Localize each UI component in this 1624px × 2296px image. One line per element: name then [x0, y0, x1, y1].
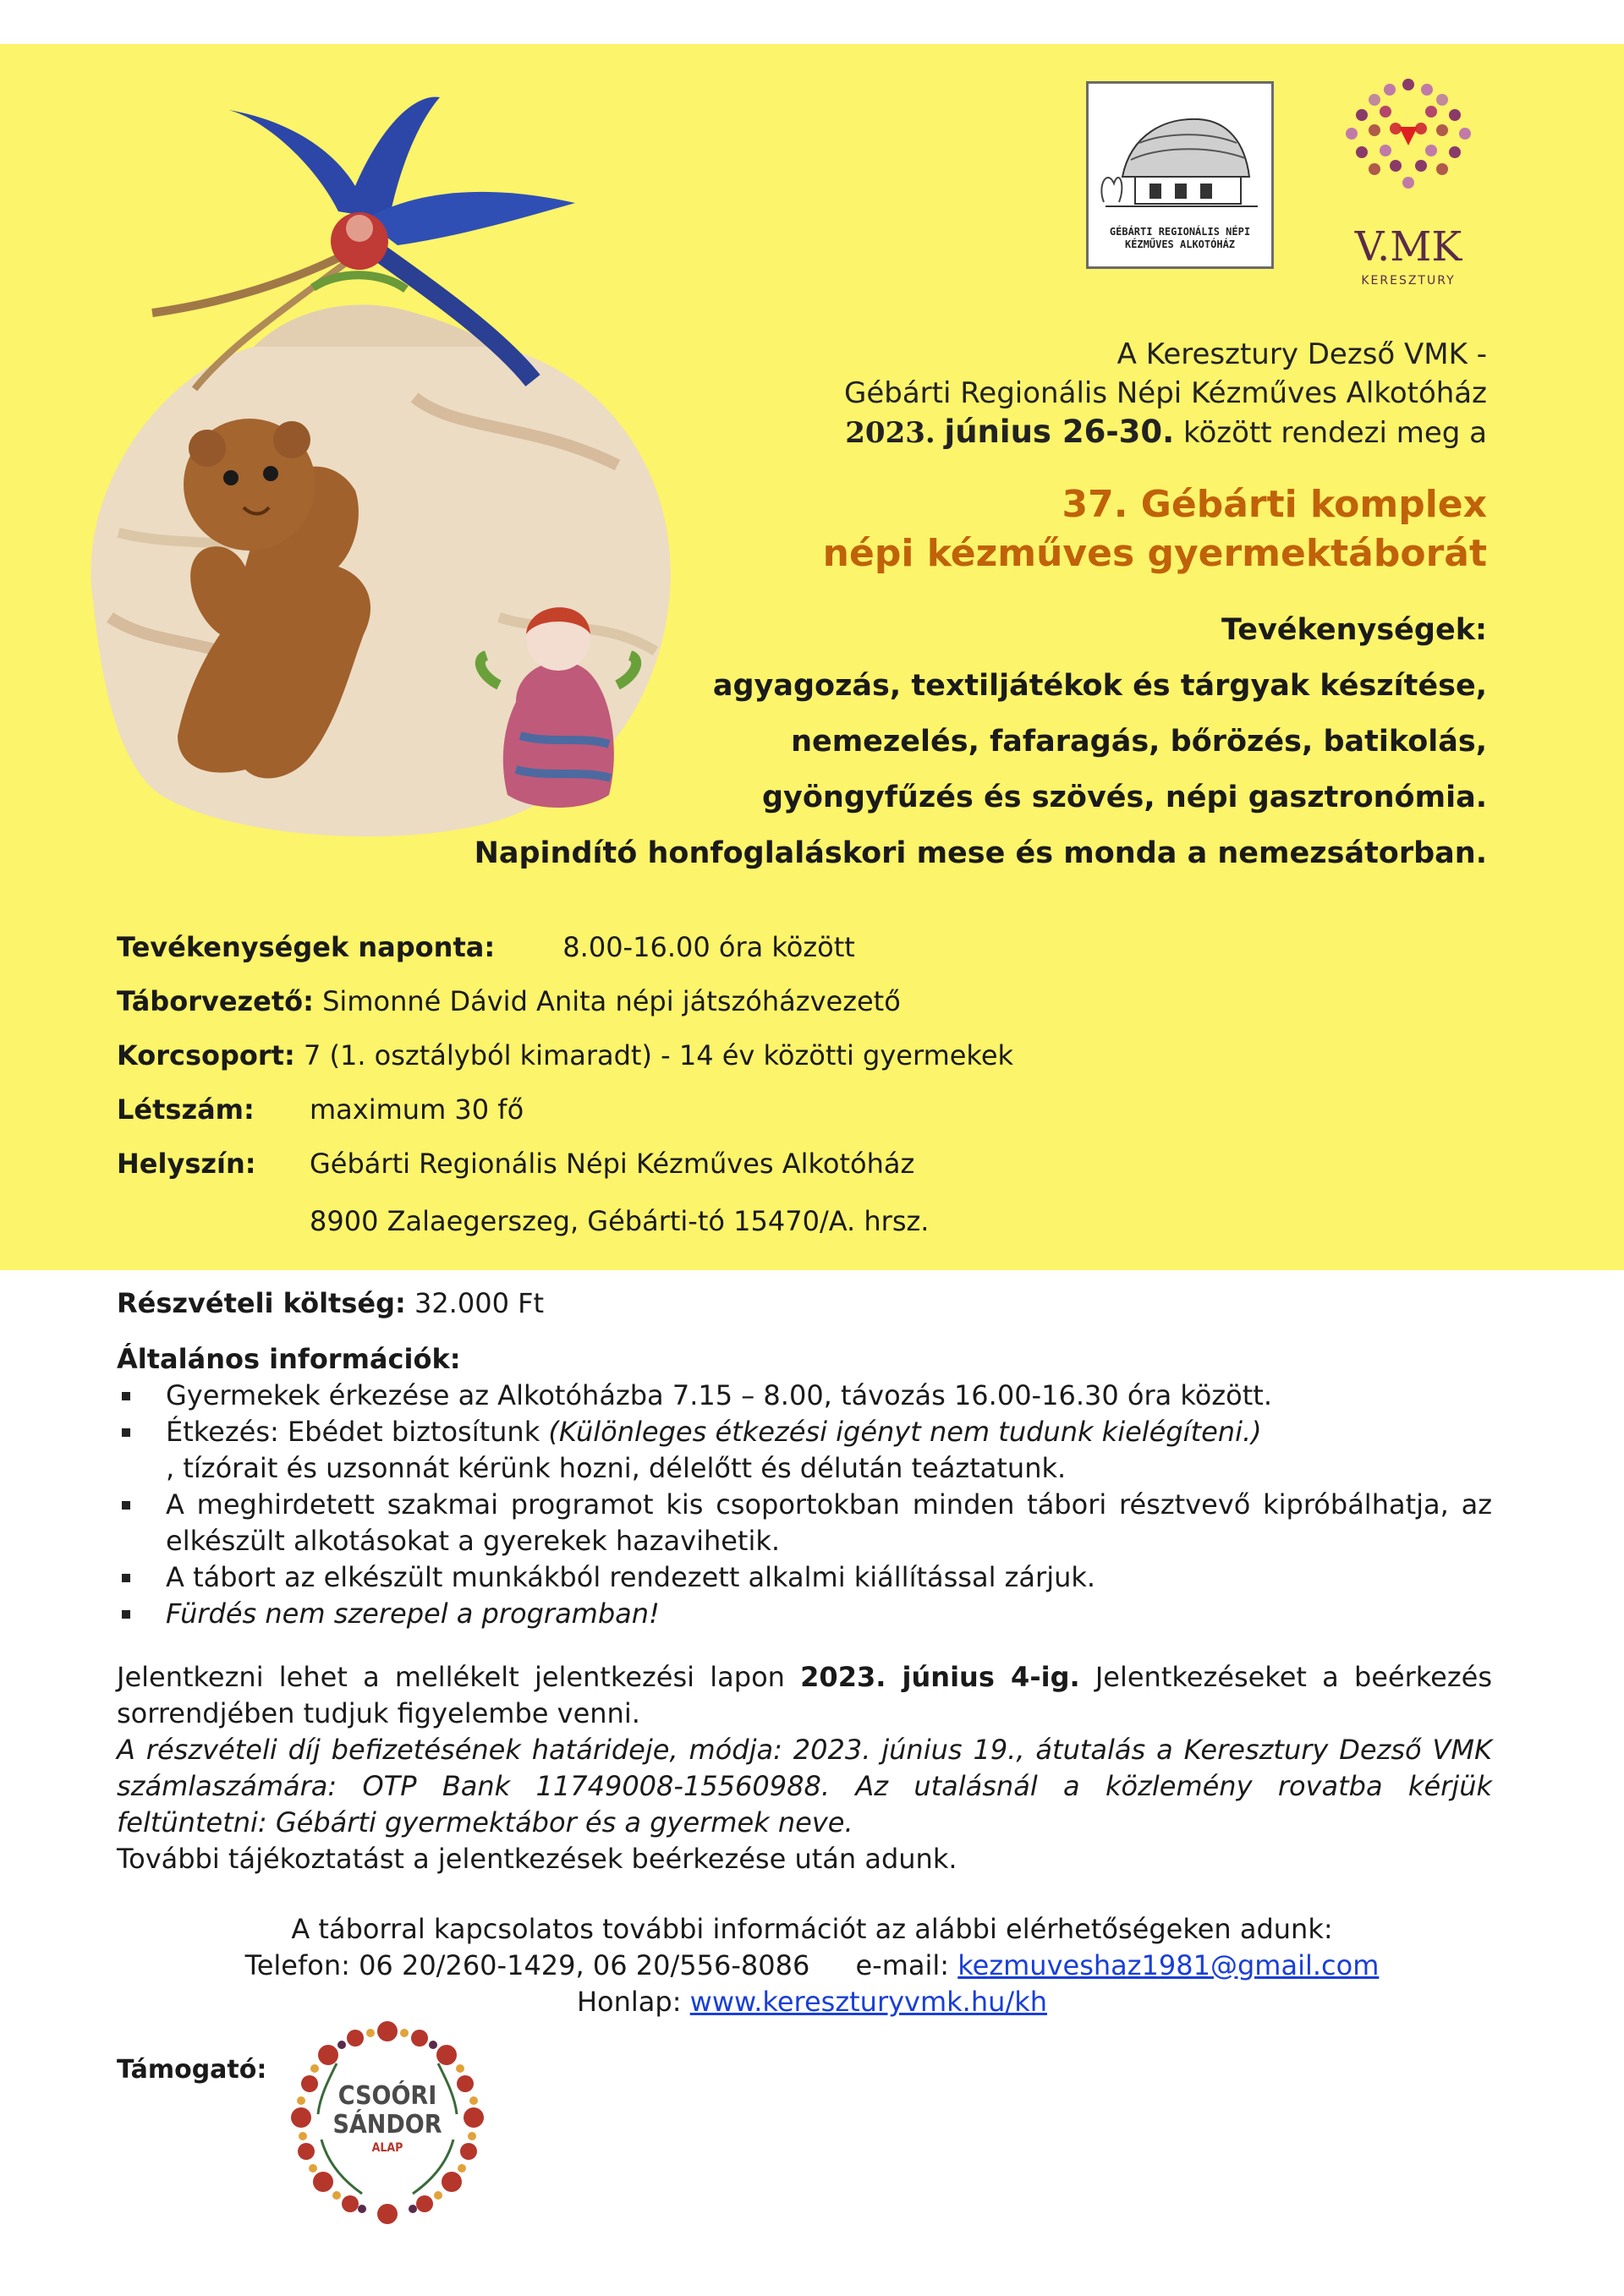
- alkotohaz-logo: [1086, 81, 1274, 269]
- vmk-caption: KERESZTURY: [1361, 274, 1456, 288]
- dots-emblem-icon: [1328, 74, 1489, 235]
- activities-line4: Napindító honfoglaláskori mese és monda a nemezsátorban.: [474, 836, 1487, 870]
- contact-web-label: Honlap:: [576, 1986, 682, 2018]
- daily-row: [117, 920, 855, 974]
- contact-phone-email: [0, 1948, 1624, 1984]
- cost-row: [117, 1285, 1492, 1322]
- contact-web: [0, 1984, 1624, 2020]
- general-item-4: A tábort az elkészült munkákból rendezett alkalmi kiállítással zárjuk.: [117, 1559, 1492, 1596]
- registration-p1-a: Jelentkezni lehet a mellékelt jelentkezési lapon: [117, 1661, 801, 1693]
- general-item-3: A meghirdetett szakmai programot kis csoportokban minden tábori résztvevő kipróbálhatja, az elkészült alkotásokat a gyerekek hazavihetik.: [117, 1487, 1492, 1559]
- thatched-house-icon: [1089, 84, 1271, 219]
- count-row: [117, 1082, 255, 1137]
- contact-email-label: e-mail:: [855, 1949, 950, 1981]
- registration-p2: A részvételi díj befizetésének határideje, módja: 2023. június 19., átutalás a Keresztury Dezső VMK számlaszámára: OTP Bank 11749008-15560988. Az utalásnál a közlemény rovatba kérjük feltüntetni: Gébárti gyermektábor és a gyermek neve.: [117, 1734, 1492, 1838]
- cost-label: Részvételi költség:: [117, 1287, 406, 1319]
- general-item-2-a: Étkezés: Ebédet biztosítunk: [166, 1416, 549, 1448]
- count-label: Létszám:: [117, 1093, 255, 1126]
- age-label: Korcsoport:: [117, 1039, 295, 1071]
- general-item-5: Fürdés nem szerepel a programban!: [117, 1596, 1492, 1632]
- leader-value: Simonné Dávid Anita népi játszóházvezető: [322, 985, 901, 1017]
- age-value: 7 (1. osztályból kimaradt) - 14 év közötti gyermekek: [303, 1039, 1014, 1071]
- registration: [117, 1659, 1492, 1877]
- title-line2: népi kézműves gyermektáborát: [822, 532, 1487, 575]
- general-heading: Általános információk:: [117, 1343, 461, 1375]
- header-line3-rest: között rendezi meg a: [1183, 416, 1487, 450]
- header-line3: [845, 414, 1487, 451]
- daily-label: Tevékenységek naponta:: [117, 931, 496, 963]
- title-line1: 37. Gébárti komplex: [1062, 483, 1487, 526]
- sponsor-logo-line3: ALAP: [371, 2141, 403, 2155]
- activities-heading: Tevékenységek:: [1221, 613, 1487, 647]
- sponsor-label: Támogató:: [117, 2055, 267, 2085]
- count-value: maximum 30 fő: [310, 1093, 524, 1126]
- general-item-2-italic: (Különleges étkezési igényt nem tudunk kielégíteni.): [548, 1416, 1262, 1448]
- contact-email-link[interactable]: kezmuveshaz1981@gmail.com: [957, 1949, 1380, 1981]
- sponsor-logo-line2: SÁNDOR: [332, 2110, 442, 2140]
- felt-toys-photo: [59, 93, 702, 854]
- venue-label: Helyszín:: [117, 1148, 256, 1180]
- registration-p3: További tájékoztatást a jelentkezések beérkezése után adunk.: [117, 1843, 957, 1875]
- leader-label: Táborvezető:: [117, 985, 314, 1017]
- registration-deadline: 2023. június 4-ig.: [800, 1661, 1080, 1693]
- general-item-2: [117, 1414, 1492, 1487]
- header-dates: június 26-30.: [944, 414, 1175, 450]
- cost-value: 32.000 Ft: [414, 1287, 545, 1319]
- header-year: 2023.: [845, 416, 935, 450]
- venue-line1: Gébárti Regionális Népi Kézműves Alkotóház: [310, 1148, 915, 1180]
- alkotohaz-caption-line1: GÉBÁRTI REGIONÁLIS NÉPI: [1109, 226, 1251, 238]
- sponsor-logo-line1: CSOÓRI: [337, 2081, 437, 2111]
- contact-web-link[interactable]: www.kereszturyvmk.hu/kh: [689, 1986, 1047, 2018]
- header-line1: A Keresztury Dezső VMK -: [1116, 337, 1487, 371]
- age-row: [117, 1028, 1013, 1082]
- contact-intro: A táborral kapcsolatos további információt az alábbi elérhetőségeken adunk:: [291, 1913, 1333, 1945]
- venue-row: [117, 1137, 256, 1191]
- leader-row: [117, 974, 901, 1028]
- general-item-1: Gyermekek érkezése az Alkotóházba 7.15 – 8.00, távozás 16.00-16.30 óra között.: [117, 1378, 1492, 1414]
- venue-line2: 8900 Zalaegerszeg, Gébárti-tó 15470/A. hrsz.: [310, 1205, 930, 1237]
- activities-line1: agyagozás, textiljátékok és tárgyak készítése,: [712, 669, 1487, 703]
- general-item-2-b: , tízórait és uzsonnát kérünk hozni, délelőtt és délután teáztatunk.: [166, 1452, 1067, 1484]
- general-info: [117, 1341, 1492, 1632]
- vmk-text: V.MK: [1354, 223, 1462, 271]
- contact-phone: Telefon: 06 20/260-1429, 06 20/556-8086: [244, 1949, 810, 1981]
- vmk-logo: [1328, 74, 1489, 294]
- activities-line2: nemezelés, fafaragás, bőrözés, batikolás,: [791, 725, 1487, 759]
- registration-p1-b: Jelentkezéseket a beérkezés sorrendjében tudjuk figyelembe venni.: [117, 1661, 1493, 1729]
- registration-p1: [117, 1659, 1492, 1732]
- activities-line3: gyöngyfűzés és szövés, népi gasztronómia.: [762, 781, 1487, 814]
- daily-value: 8.00-16.00 óra között: [562, 931, 855, 963]
- alkotohaz-caption-line2: KÉZMŰVES ALKOTÓHÁZ: [1124, 238, 1236, 250]
- csoori-sandor-logo: [277, 2013, 497, 2233]
- header-line2: Gébárti Regionális Népi Kézműves Alkotóház: [843, 376, 1487, 410]
